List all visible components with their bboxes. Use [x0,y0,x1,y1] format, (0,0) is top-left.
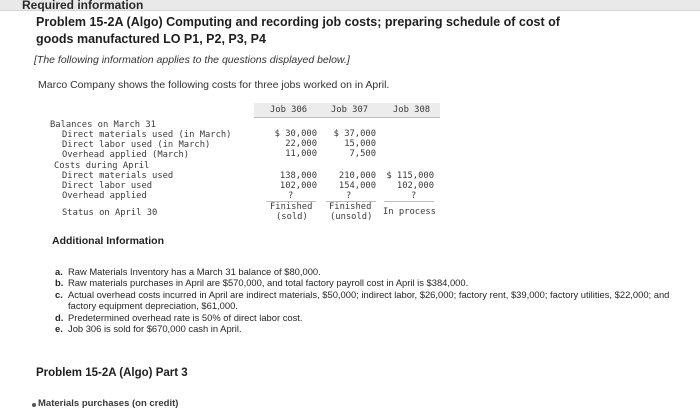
list-item-text: Raw materials purchases in April are $570,000, and total factory payroll cost in April is $384,000. [68,277,469,289]
job-307-oh-april: ? [346,191,352,201]
intro-text: Marco Company shows the following costs for three jobs worked on in April. [38,79,390,91]
row-label-dm-april: Direct materials used [62,171,174,181]
job-307-dm-march: $ 37,000 [333,129,376,139]
job-307-dm-april: 210,000 [338,171,376,181]
problem-title: Problem 15-2A (Algo) Computing and recording job costs; preparing schedule of cost of goods manufactured LO P1, P2, P3, P4 [36,15,560,46]
job-306-dl-april: 102,000 [279,181,317,191]
bullet-icon [32,403,36,407]
job-306-oh-april: ? [288,191,294,201]
list-item-text: Job 306 is sold for $670,000 cash in April. [68,323,242,335]
job-306-oh-march: 11,000 [285,149,317,159]
row-label-dm-march: Direct materials used (in March) [62,130,232,140]
job-307-total-rule [326,201,376,202]
job-306-dm-april: 138,000 [279,171,317,181]
job-308-dm-april: $ 115,000 [386,171,434,181]
list-item-letter: c. [55,288,63,300]
column-header-job-306: Job 306 [270,105,308,115]
job-308-status: In process [383,207,436,217]
job-308-dl-april: 102,000 [396,181,434,191]
list-item-text: Predetermined overhead rate is 50% of direct labor cost. [68,311,303,323]
list-item [55,323,675,334]
job-307-status-line-1: Finished [329,202,372,212]
row-label-oh-march: Overhead applied (March) [62,150,190,160]
row-label-status: Status on April 30 [62,208,158,218]
column-header-job-307: Job 307 [331,105,369,115]
materials-purchases-item[interactable]: Materials purchases (on credit) [38,398,179,409]
required-information-heading: Required information [22,0,144,12]
job-308-oh-april: ? [411,191,417,201]
job-306-status-line-1: Finished [270,202,313,212]
list-item-text: Raw Materials Inventory has a March 31 balance of $80,000. [68,266,321,277]
job-307-status-line-2: (unsold) [330,212,373,222]
list-item-letter: d. [55,311,64,323]
list-item-letter: e. [55,323,63,335]
list-item [55,289,675,312]
row-label-costs-april: Costs during April [54,161,150,171]
job-306-dm-march: $ 30,000 [274,129,317,139]
list-item-text: Actual overhead costs incurred in April are indirect materials, $50,000; indirect labor, $26,000; factory rent, $39,000; factory utilities, $22,000; and factory equipment depreciation, $61,000. [68,288,670,312]
additional-information-heading: Additional Information [52,235,164,247]
column-header-job-308: Job 308 [393,105,431,115]
job-307-dl-april: 154,000 [338,181,376,191]
job-306-status-line-2: (sold) [276,212,308,222]
job-306-total-rule [266,201,316,202]
job-308-total-rule [384,201,434,202]
job-307-dl-march: 15,000 [344,139,376,149]
job-307-oh-march: 7,500 [349,149,376,159]
list-item-letter: a. [55,266,63,277]
list-item [55,277,675,288]
row-label-dl-april: Direct labor used [62,181,153,191]
list-item-letter: b. [55,277,64,289]
job-306-dl-march: 22,000 [285,139,317,149]
instruction-note: [The following information applies to the questions displayed below.] [34,54,350,66]
additional-information-list [55,266,675,334]
row-label-balances: Balances on March 31 [50,120,156,130]
row-label-dl-march: Direct labor used (in March) [62,140,211,150]
row-label-oh-april: Overhead applied [62,191,147,201]
list-item [55,312,675,323]
list-item [55,266,675,277]
part-3-heading: Problem 15-2A (Algo) Part 3 [36,367,188,379]
